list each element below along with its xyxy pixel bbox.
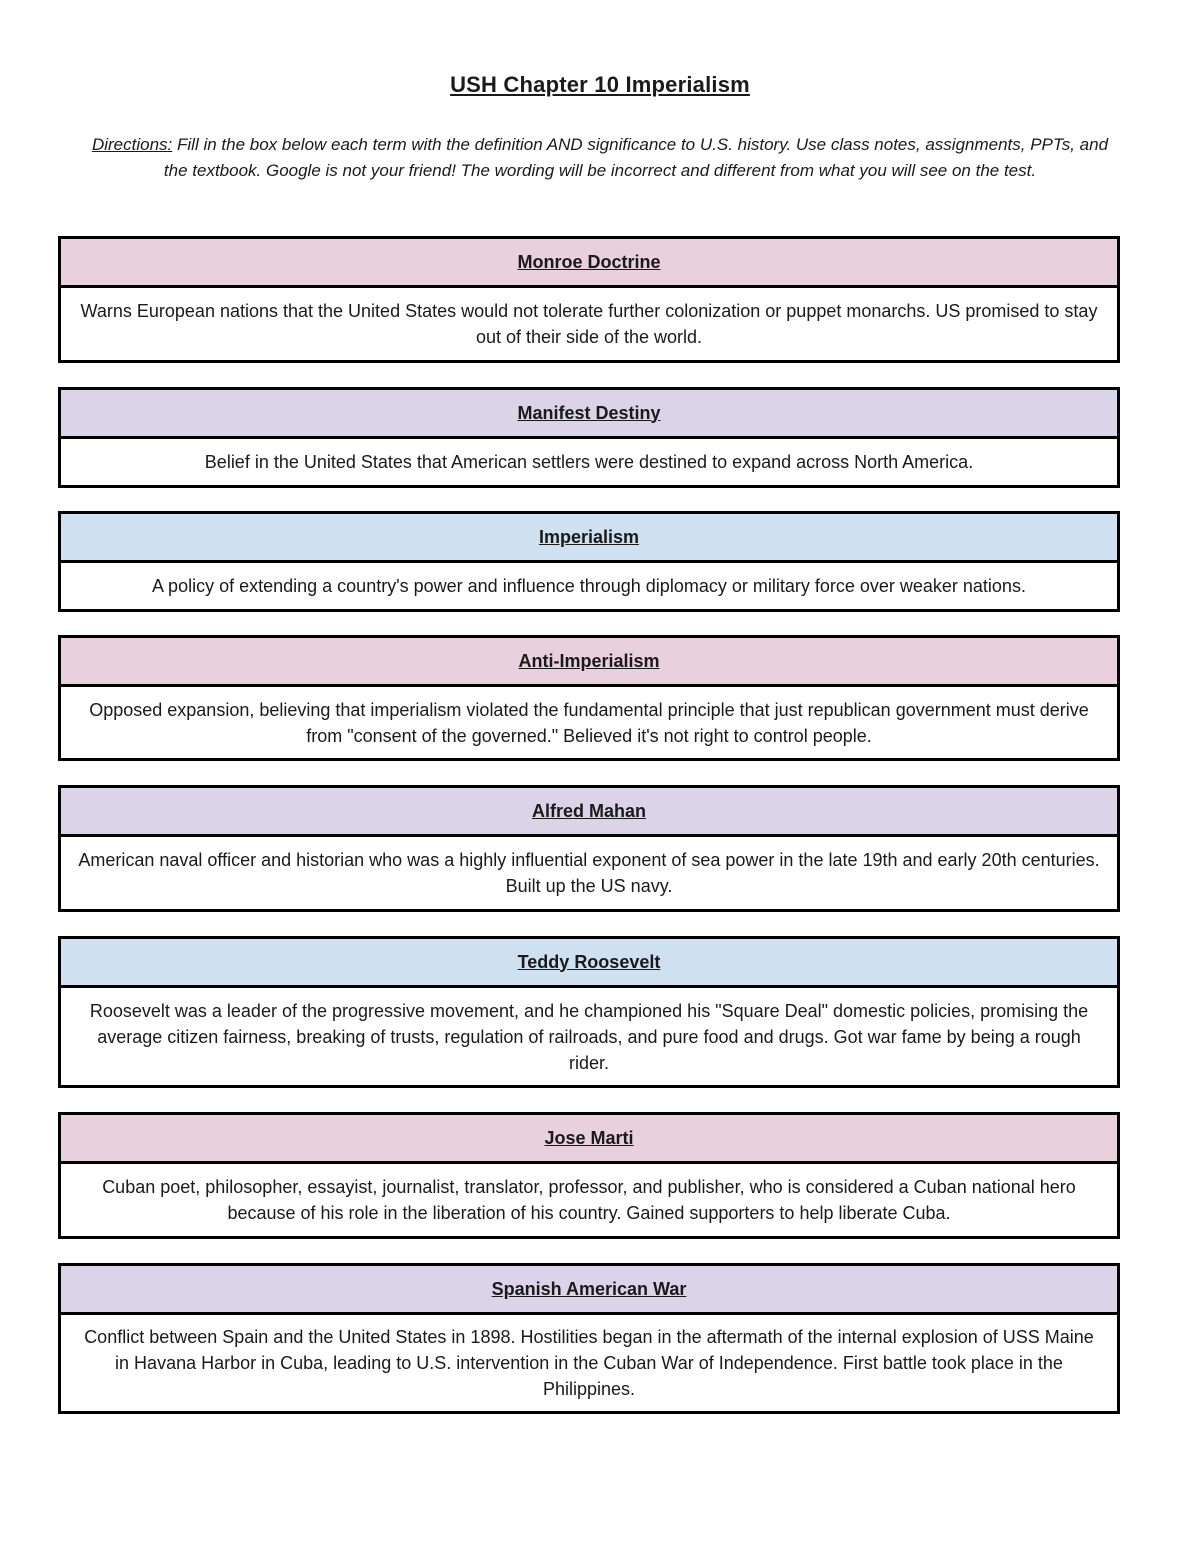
term-header: Spanish American War [61, 1266, 1117, 1315]
term-header: Imperialism [61, 514, 1117, 563]
directions-label: Directions: [91, 135, 173, 154]
term-header: Alfred Mahan [61, 788, 1117, 837]
term-box-jose-marti [58, 1112, 1120, 1239]
term-box-manifest-destiny [58, 387, 1120, 488]
term-box-teddy-roosevelt [58, 936, 1120, 1088]
term-definition: A policy of extending a country's power and influence through diplomacy or military force over weaker nations. [152, 576, 1026, 596]
term-box-monroe-doctrine [58, 236, 1120, 363]
term-box-alfred-mahan [58, 785, 1120, 912]
term-header: Anti-Imperialism [61, 638, 1117, 687]
term-definition: Cuban poet, philosopher, essayist, journalist, translator, professor, and publisher, who is considered a Cuban national hero because of his role in the liberation of his country. Gained supporters to help liberate Cuba. [102, 1177, 1076, 1223]
term-box-imperialism [58, 511, 1120, 612]
term-definition: Belief in the United States that American settlers were destined to expand across North America. [204, 452, 974, 472]
directions [78, 132, 1122, 184]
term-definition: Warns European nations that the United States would not tolerate further colonization or puppet monarchs. US promised to stay out of their side of the world. [80, 301, 1098, 347]
term-header: Teddy Roosevelt [61, 939, 1117, 988]
term-definition: American naval officer and historian who was a highly influential exponent of sea power in the late 19th and early 20th centuries. Built up the US navy. [78, 850, 1100, 896]
term-header: Jose Marti [61, 1115, 1117, 1164]
term-definition: Conflict between Spain and the United States in 1898. Hostilities began in the aftermath of the internal explosion of USS Maine in Havana Harbor in Cuba, leading to U.S. intervention in the Cuban War of Independence. First battle took place in the Philippines. [84, 1327, 1094, 1399]
term-header: Manifest Destiny [61, 390, 1117, 439]
term-definition: Opposed expansion, believing that imperialism violated the fundamental principle that just republican government must derive from "consent of the governed." Believed it's not right to control people. [89, 699, 1089, 746]
term-box-anti-imperialism [58, 635, 1120, 761]
term-definition: Roosevelt was a leader of the progressive movement, and he championed his "Square Deal" domestic policies, promising the average citizen fairness, breaking of trusts, regulation of railroads, and pure food and drugs. Got war fame by being a rough rider. [89, 1000, 1089, 1073]
term-box-spanish-american-war [58, 1263, 1120, 1414]
page-title: USH Chapter 10 Imperialism [450, 72, 750, 97]
term-header: Monroe Doctrine [61, 239, 1117, 288]
directions-text: Fill in the box below each term with the definition AND significance to U.S. history. Use class notes, assignments, PPTs, and the textbook. Google is not your friend! The wording will be incorrect and different from what you will see on the test. [163, 135, 1109, 180]
